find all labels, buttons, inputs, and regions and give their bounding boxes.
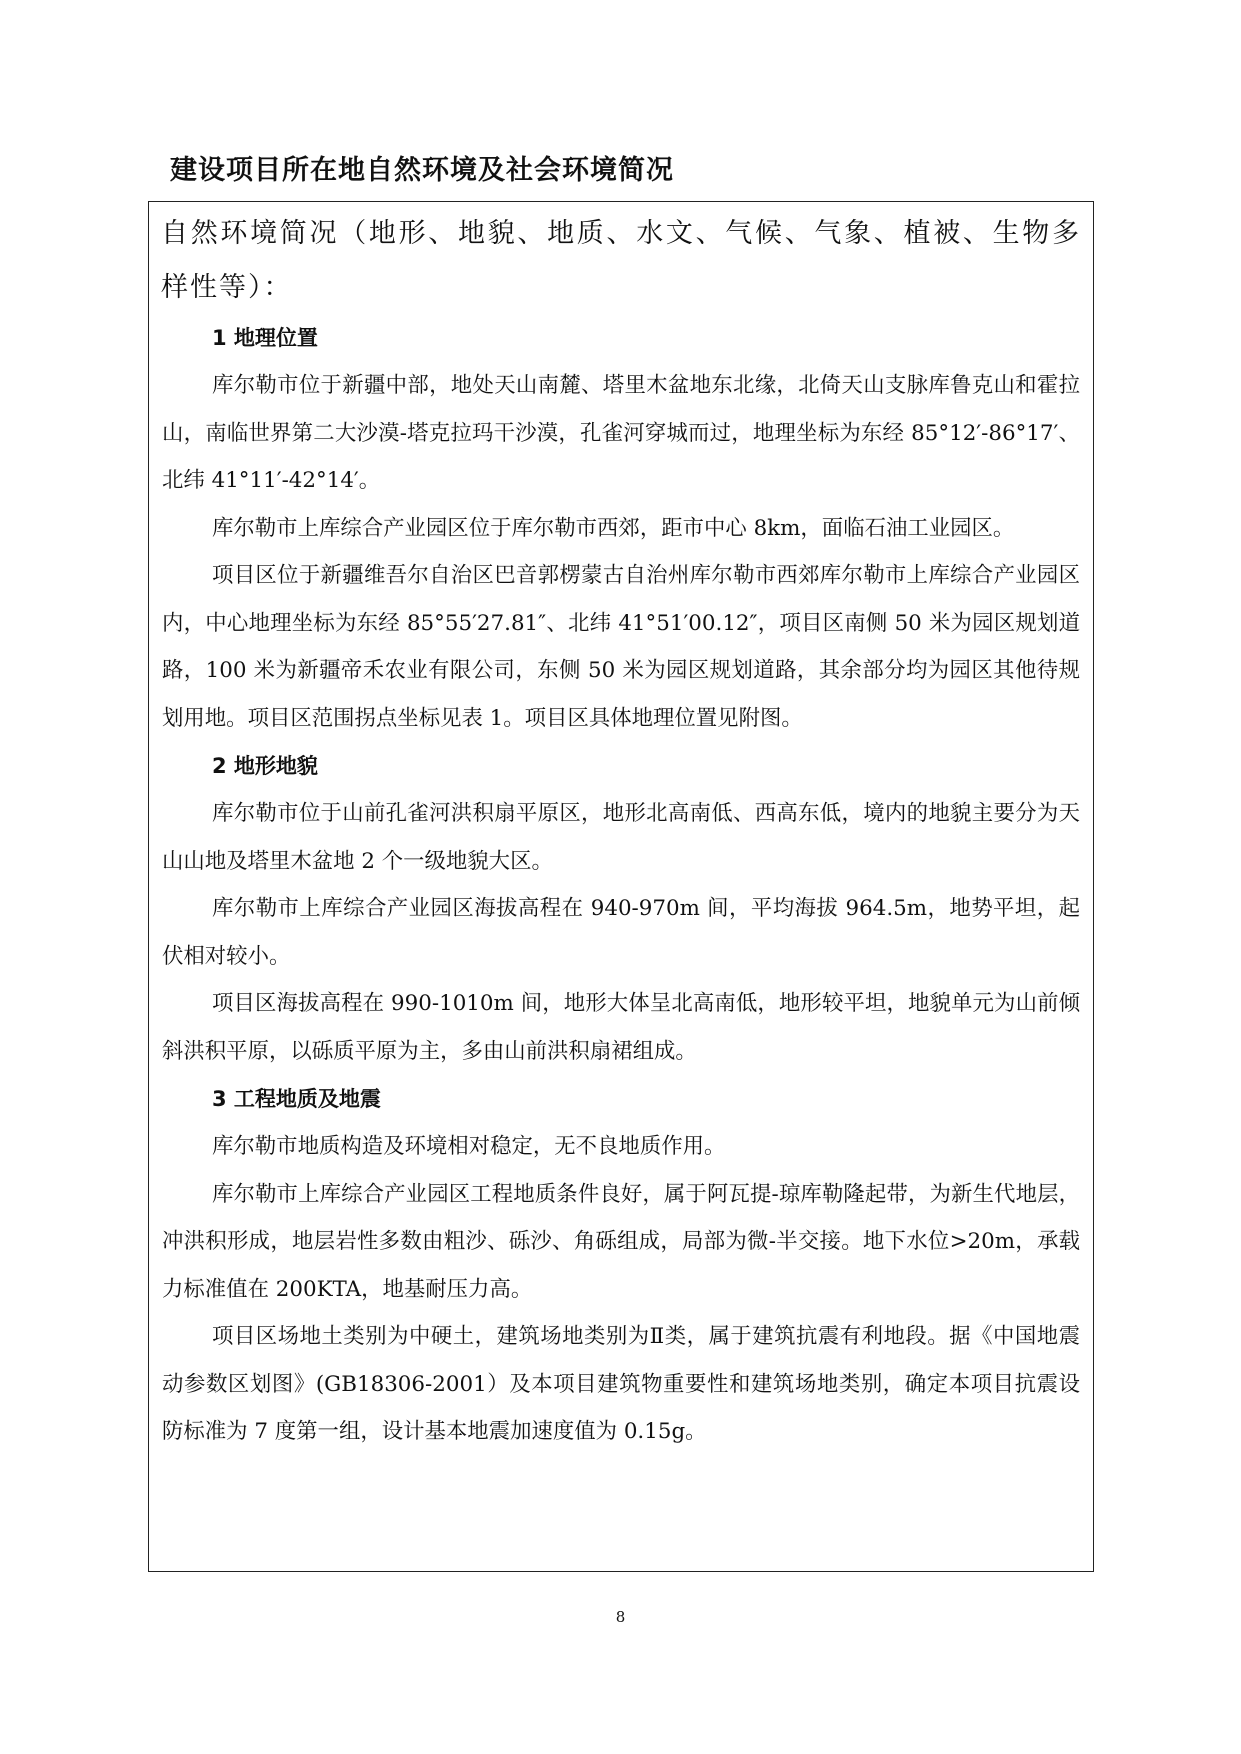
- section-title: 3 工程地质及地震: [212, 1087, 381, 1111]
- section-title: 2 地形地貌: [212, 754, 318, 778]
- paragraph: 库尔勒市上库综合产业园区位于库尔勒市西郊，距市中心 8km，面临石油工业园区。: [212, 515, 1015, 541]
- paragraph: 库尔勒市上库综合产业园区海拔高程在 940-970m 间，平均海拔 964.5m，地势平坦，起伏相对较小。: [162, 896, 1080, 969]
- section-geology: [162, 1075, 1080, 1456]
- paragraph: 库尔勒市上库综合产业园区工程地质条件良好，属于阿瓦提-琼库勒隆起带，为新生代地层，冲洪积形成，地层岩性多数由粗沙、砾沙、角砾组成，局部为微-半交接。地下水位>20m，承载力标准值在 200KTA，地基耐压力高。: [162, 1181, 1080, 1302]
- paragraph: 库尔勒市位于山前孔雀河洪积扇平原区，地形北高南低、西高东低，境内的地貌主要分为天山山地及塔里木盆地 2 个一级地貌大区。: [162, 801, 1080, 874]
- section-terrain: [162, 742, 1080, 1075]
- paragraph: 项目区海拔高程在 990-1010m 间，地形大体呈北高南低，地形较平坦，地貌单元为山前倾斜洪积平原，以砾质平原为主，多由山前洪积扇裙组成。: [162, 991, 1080, 1064]
- paragraph: 项目区位于新疆维吾尔自治区巴音郭楞蒙古自治州库尔勒市西郊库尔勒市上库综合产业园区内，中心地理坐标为东经 85°55′27.81″、北纬 41°51′00.12″，项目区南侧 50 米为园区规划道路，100 米为新疆帝禾农业有限公司，东侧 50 米为园区规划道路，其余部分均为园区其他待规划用地。项目区范围拐点坐标见表 1。项目区具体地理位置见附图。: [162, 563, 1080, 731]
- box-content: [162, 314, 1080, 1456]
- section-title: 1 地理位置: [212, 326, 318, 350]
- paragraph: 项目区场地土类别为中硬土，建筑场地类别为Ⅱ类，属于建筑抗震有利地段。据《中国地震动参数区划图》(GB18306-2001）及本项目建筑物重要性和建筑场地类别，确定本项目抗震设防标准为 7 度第一组，设计基本地震加速度值为 0.15g。: [162, 1324, 1080, 1444]
- paragraph: 库尔勒市位于新疆中部，地处天山南麓、塔里木盆地东北缘，北倚天山支脉库鲁克山和霍拉山，南临世界第二大沙漠-塔克拉玛干沙漠，孔雀河穿城而过，地理坐标为东经 85°12′-86°17′、北纬 41°11′-42°14′。: [162, 373, 1080, 493]
- page-number: 8: [615, 1608, 626, 1626]
- natural-environment-box: [148, 201, 1094, 1572]
- section-location: [162, 314, 1080, 742]
- box-heading: 自然环境简况（地形、地貌、地质、水文、气候、气象、植被、生物多样性等）：: [161, 218, 1081, 303]
- paragraph: 库尔勒市地质构造及环境相对稳定，无不良地质作用。: [212, 1134, 726, 1159]
- page-title: 建设项目所在地自然环境及社会环境简况: [170, 155, 674, 186]
